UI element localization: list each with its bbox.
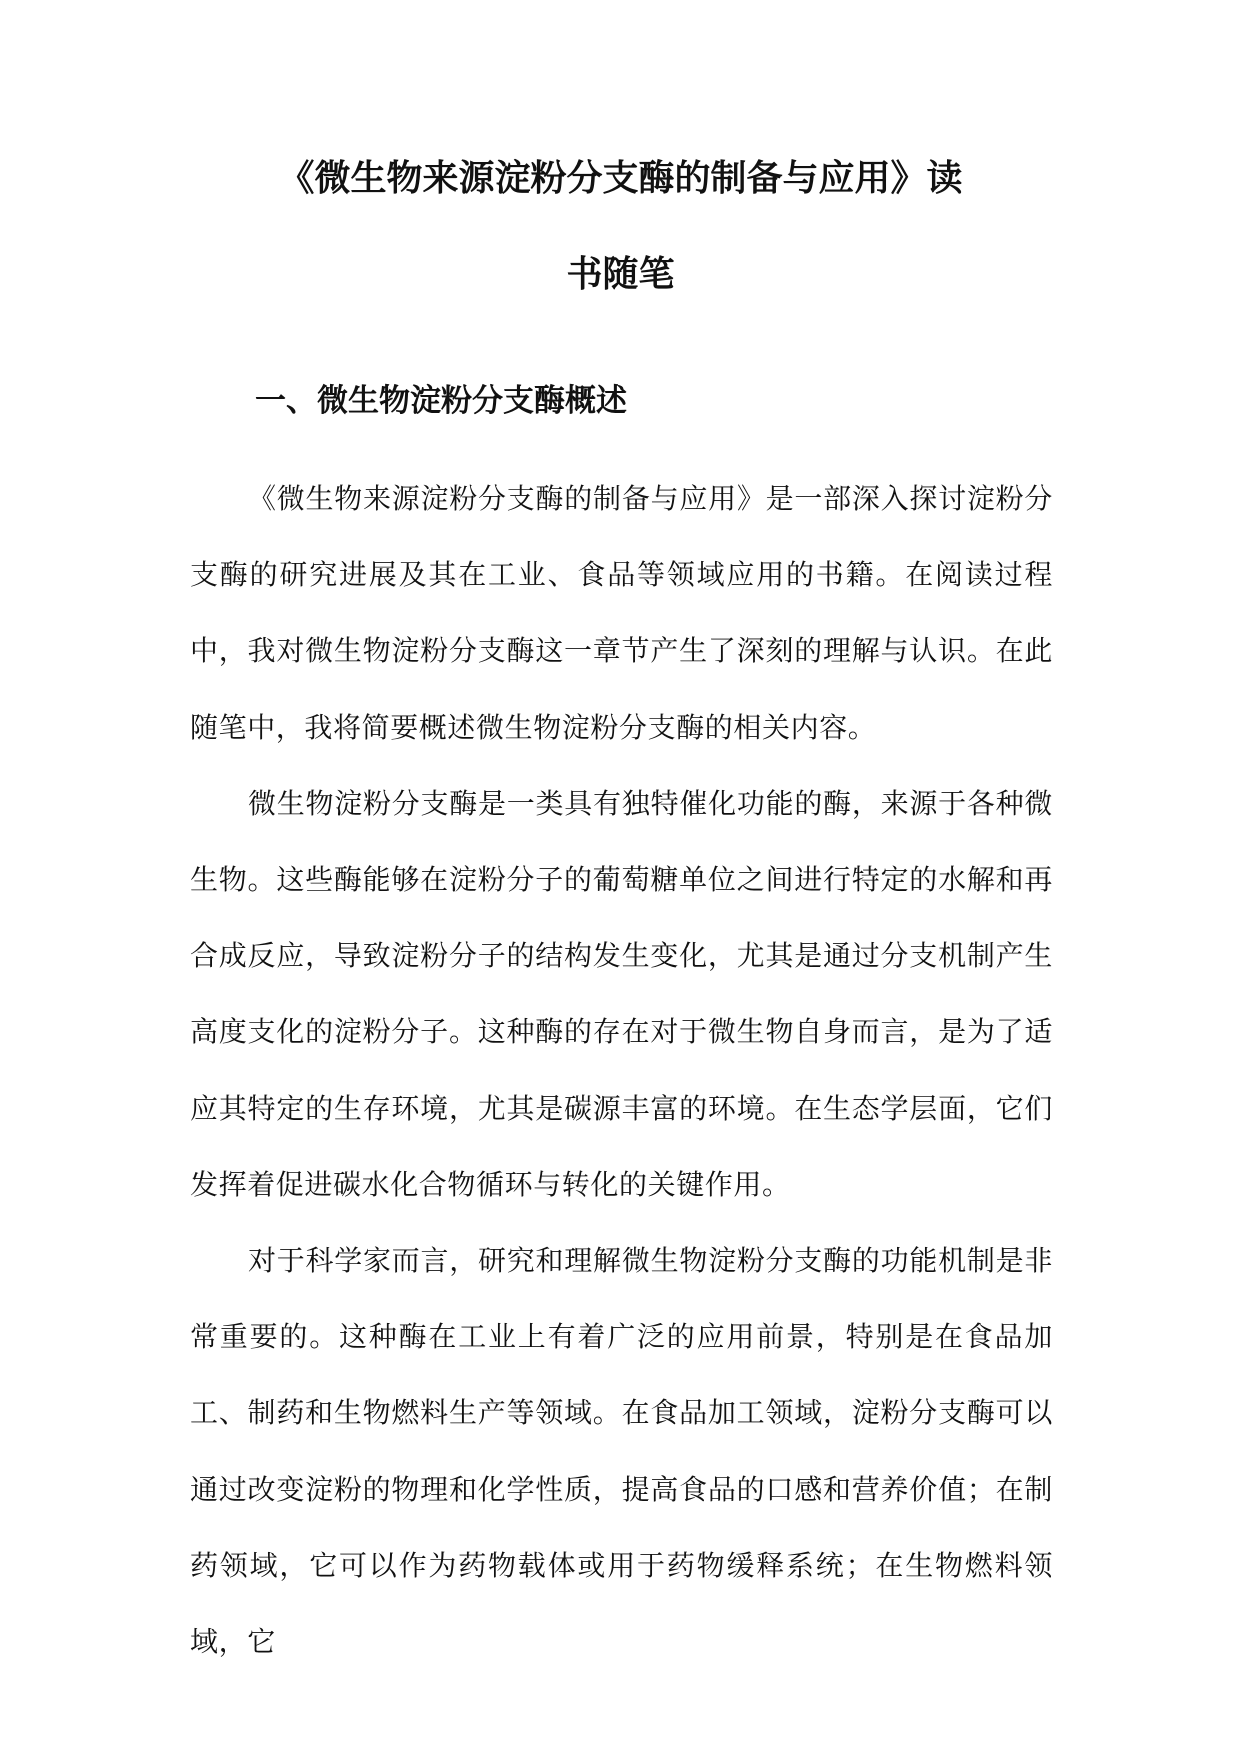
document-title-line-2: 书随笔 xyxy=(566,253,675,295)
paragraph-3: 对于科学家而言，研究和理解微生物淀粉分支酶的功能机制是非常重要的。这种酶在工业上有着广泛的应用前景，特别是在食品加工、制药和生物燃料生产等领域。在食品加工领域，淀粉分支酶可以通过改变淀粉的物理和化学性质，提高食品的口感和营养价值；在制药领域，它可以作为药物载体或用于药物缓释系统；在生物燃料领域，它 xyxy=(190,1244,1053,1659)
paragraph-1: 《微生物来源淀粉分支酶的制备与应用》是一部深入探讨淀粉分支酶的研究进展及其在工业、食品等领域应用的书籍。在阅读过程中，我对微生物淀粉分支酶这一章节产生了深刻的理解与认识。在此随笔中，我将简要概述微生物淀粉分支酶的相关内容。 xyxy=(190,482,1053,744)
document-title-line-1: 《微生物来源淀粉分支酶的制备与应用》读 xyxy=(278,157,963,199)
paragraph-2: 微生物淀粉分支酶是一类具有独特催化功能的酶，来源于各种微生物。这些酶能够在淀粉分子的葡萄糖单位之间进行特定的水解和再合成反应，导致淀粉分子的结构发生变化，尤其是通过分支机制产生高度支化的淀粉分子。这种酶的存在对于微生物自身而言，是为了适应其特定的生存环境，尤其是碳源丰富的环境。在生态学层面，它们发挥着促进碳水化合物循环与转化的关键作用。 xyxy=(190,786,1053,1201)
body-text xyxy=(190,461,1053,1680)
section-heading: 一、微生物淀粉分支酶概述 xyxy=(255,383,627,419)
